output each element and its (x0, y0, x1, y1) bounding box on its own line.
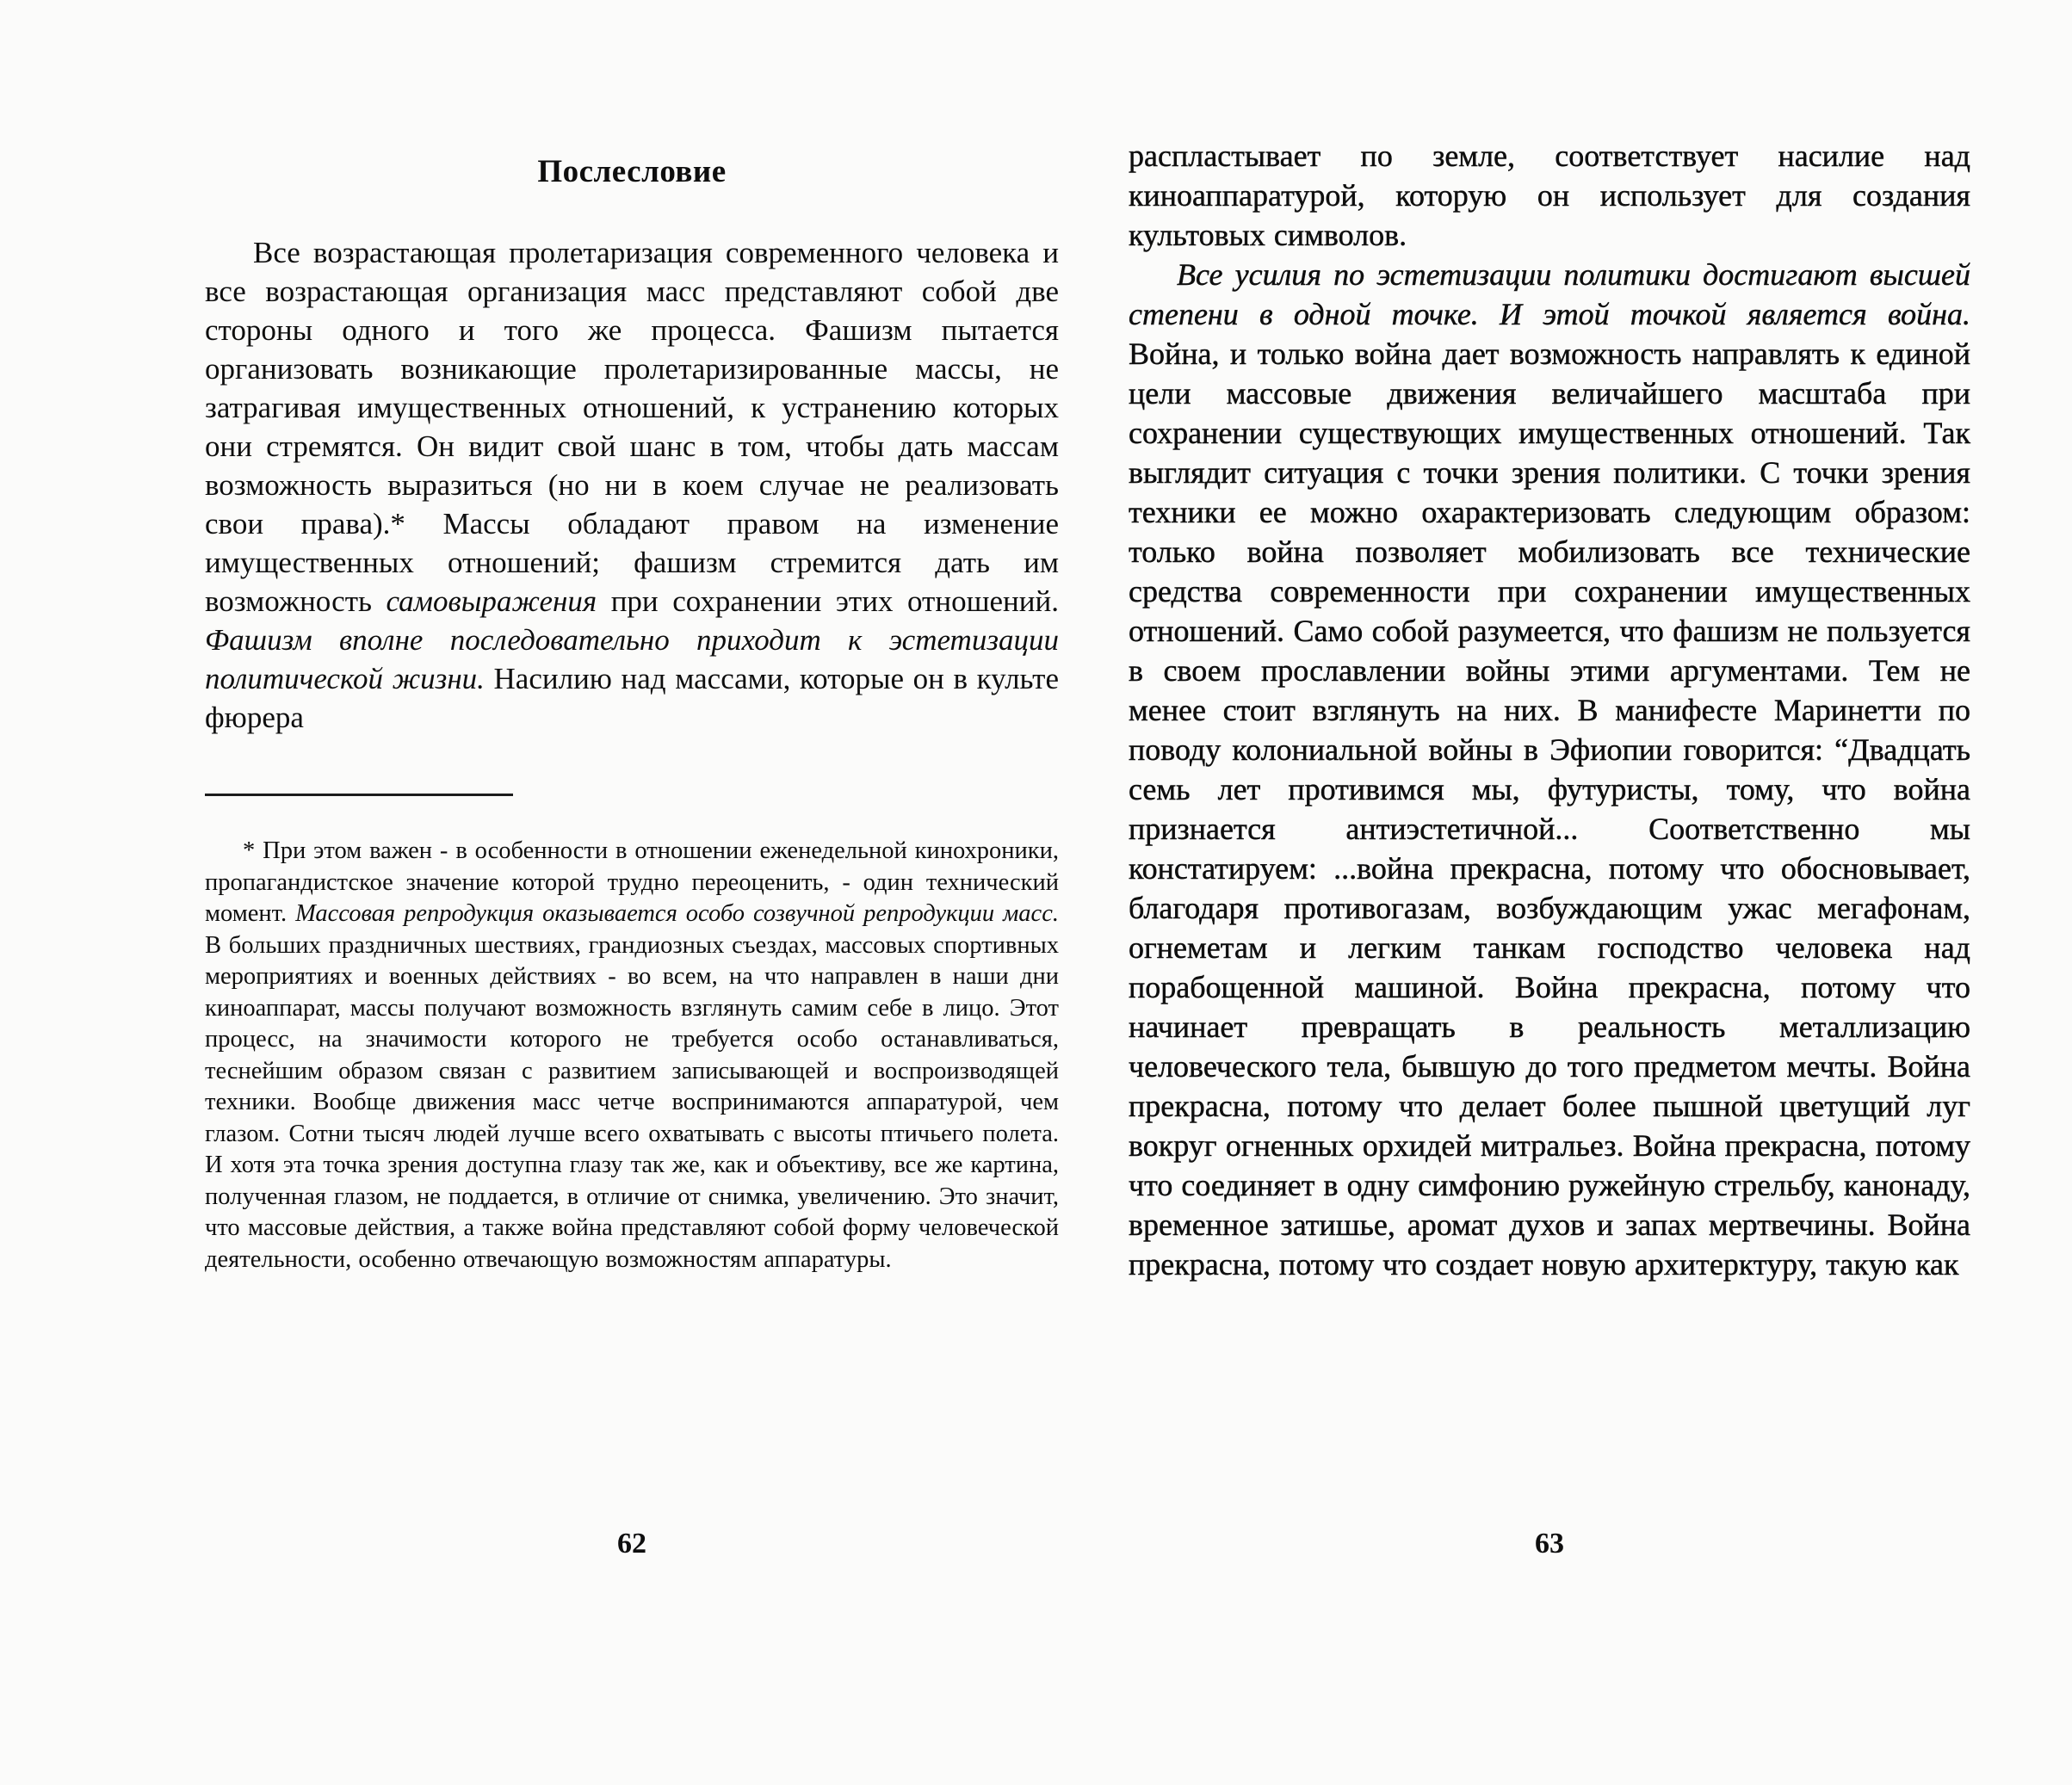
text-run: Война, и только война дает возможность направлять к единой цели массовые движения величайшего масштаба при сохранении существующих имущественных отношений. Так выглядит ситуация с точки зрения политики. С точки зрения техники ее можно охарактеризовать следующим образом: только война позволяет мобилизовать все технические средства современности при сохранении имущественных отношений. Само собой разумеется, что фашизм не пользуется в своем прославлении войны этими аргументами. Тем не менее стоит взглянуть на них. В манифесте Маринетти по поводу колониальной войны в Эфиопии говорится: “Двадцать семь лет противимся мы, футуристы, тому, что война признается антиэстетичной... Соответственно мы констатируем: ...война прекрасна, потому что обосновывает, благодаря противогазам, возбуждающим ужас мегафонам, огнеметам и легким танкам господство человека над порабощенной машиной. Война прекрасна, потому что начинает превращать в реальность металлизацию человеческого тела, бывшую до того предметом мечты. Война прекрасна, потому что делает более пышной цветущий луг вокруг огненных орхидей митральез. Война прекрасна, потому что соединяет в одну симфонию ружейную стрельбу, канонаду, временное затишье, аромат духов и запах мертвечины. Война прекрасна, потому что создает новую архитерктуру, такую как (1129, 337, 1970, 1282)
left-page (205, 153, 1059, 1275)
text-run-italic: Фашизм вполне последовательно приходит к эстетизации политической жизни. (205, 623, 1059, 695)
page-number-left: 62 (617, 1528, 646, 1560)
text-run: В больших праздничных шествиях, грандиозных съездах, массовых спортивных мероприятиях и военных действиях - во всем, на что направлен в наши дни киноаппарат, массы получают возможность взглянуть самим себе в лицо. Этот процесс, на значимости которого не требуется особо останавливаться, теснейшим образом связан с развитием записывающей и воспроизводящей техники. Вообще движения масс четче воспринимаются аппаратурой, чем глазом. Сотни тысяч людей лучше всего охватывать с высоты птичьего полета. И хотя эта точка зрения доступна глазу так же, как и объективу, все же картина, полученная глазом, не поддается, в отличие от снимка, увеличению. Это значит, что массовые действия, а также война представляют собой форму человеческой деятельности, особенно отвечающую возможностям аппаратуры. (205, 931, 1059, 1273)
paragraph (1129, 136, 1970, 255)
paragraph (205, 836, 1059, 1275)
text-run: Все возрастающая пролетаризация современного человека и все возрастающая организация масс представляют собой две стороны одного и того же процесса. Фашизм пытается организовать возникающие пролетаризированные массы, не затрагивая имущественных отношений, к устранению которых они стремятся. Он видит свой шанс в том, чтобы дать массам возможность выразиться (но ни в коем случае не реализовать свои права).* Массы обладают правом на изменение имущественных отношений; фашизм стремится дать им возможность (205, 236, 1059, 618)
footnote (205, 836, 1059, 1275)
right-page (1129, 136, 1970, 1284)
text-run: при сохранении этих отношений. (597, 584, 1059, 618)
right-page-body (1129, 136, 1970, 1284)
text-run: Насилию над массами, которые он в культе фюрера (205, 662, 1059, 734)
text-run: * При этом важен - в особенности в отношении еженедельной кинохроники, пропагандистское значение которой трудно переоценить, - один технический момент. (205, 837, 1059, 927)
paragraph (1129, 255, 1970, 1284)
paragraph (205, 233, 1059, 737)
left-page-body (205, 233, 1059, 737)
text-run-italic: Все усилия по эстетизации политики достигают высшей степени в одной точке. И этой точкой является война. (1129, 257, 1970, 331)
text-run: распластывает по земле, соответствует насилие над киноаппаратурой, которую он использует для создания культовых символов. (1129, 139, 1970, 252)
page-number-right: 63 (1535, 1528, 1564, 1560)
section-title: Послесловие (537, 154, 727, 189)
text-run-italic: самовыражения (386, 584, 597, 618)
text-run-italic: Массовая репродукция оказывается особо созвучной репродукции масс. (295, 900, 1059, 927)
footnote-separator (205, 794, 513, 796)
